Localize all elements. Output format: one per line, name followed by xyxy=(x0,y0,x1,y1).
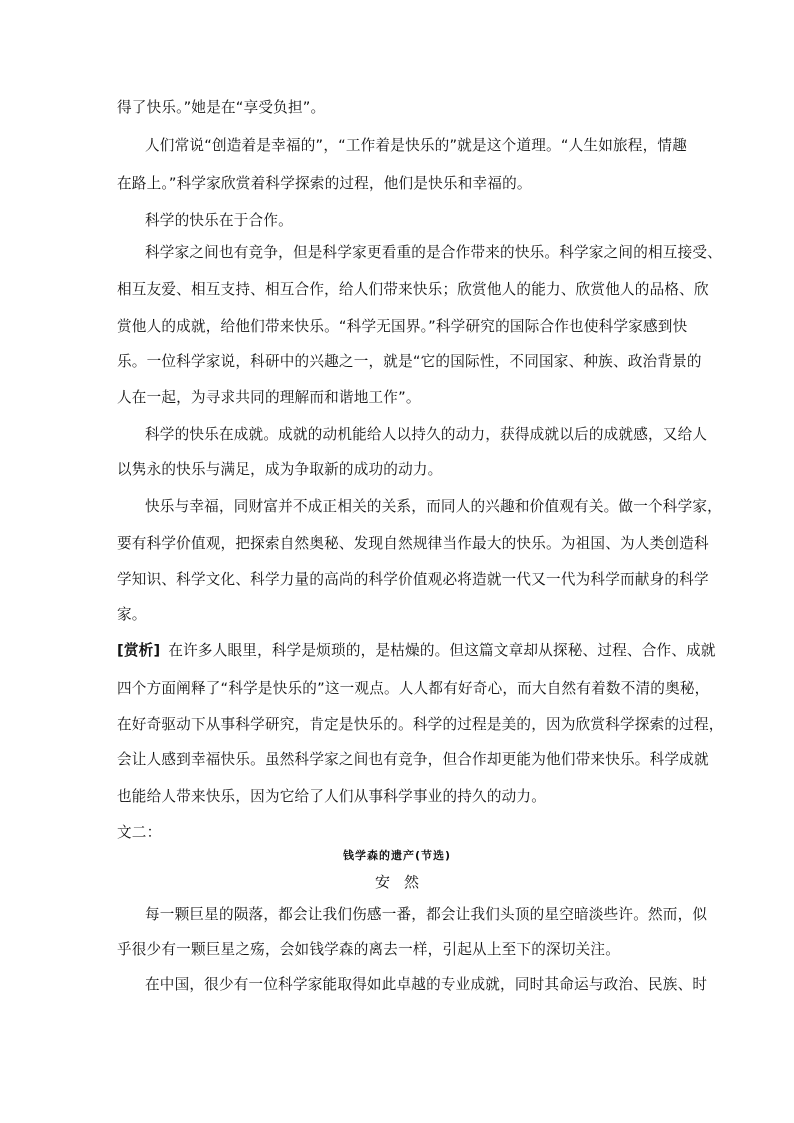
paragraph-line: 乎很少有一颗巨星之殇，会如钱学森的离去一样，引起从上至下的深切关注。 xyxy=(117,941,620,958)
analysis-line xyxy=(117,642,716,660)
paragraph-line: 得了快乐。”她是在“享受负担”。 xyxy=(117,99,326,116)
paragraph-line: 以隽永的快乐与满足，成为争取新的成功的动力。 xyxy=(117,461,443,478)
paragraph-line: 也能给人带来快乐，因为它给了人们从事科学事业的持久的动力。 xyxy=(117,788,547,805)
paragraph-line: 在好奇驱动下从事科学研究，肯定是快乐的。科学的过程是美的，因为欣赏科学探索的过程， xyxy=(117,716,724,733)
analysis-label: [赏析] xyxy=(117,642,161,659)
analysis-text: 在许多人眼里，科学是烦琐的，是枯燥的。但这篇文章却从探秘、过程、合作、成就 xyxy=(168,642,716,659)
section-label: 文二： xyxy=(117,824,162,841)
paragraph-line: 在中国，很少有一位科学家能取得如此卓越的专业成就，同时其命运与政治、民族、时 xyxy=(145,976,708,993)
paragraph-line: 相互友爱、相互支持、相互合作，给人们带来快乐；欣赏他人的能力、欣赏他人的品格、欣 xyxy=(117,281,709,298)
paragraph-line: 科学家之间也有竞争，但是科学家更看重的是合作带来的快乐。科学家之间的相互接受、 xyxy=(145,244,722,261)
paragraph-line: 家。 xyxy=(117,606,147,623)
paragraph-line: 会让人感到幸福快乐。虽然科学家之间也有竞争，但合作却更能为他们带来快乐。科学成就 xyxy=(117,751,709,768)
paragraph-line: 人在一起，为寻求共同的理解而和谐地工作”。 xyxy=(117,389,421,406)
article-title: 钱学森的遗产(节选) xyxy=(342,849,452,862)
paragraph-line: 学知识、科学文化、科学力量的高尚的科学价值观必将造就一代又一代为科学而献身的科学 xyxy=(117,571,709,588)
paragraph-line: 乐。一位科学家说，科研中的兴趣之一，就是“它的国际性，不同国家、种族、政治背景的 xyxy=(117,353,702,370)
paragraph-line: 科学的快乐在成就。成就的动机能给人以持久的动力，获得成就以后的成就感，又给人 xyxy=(145,426,708,443)
paragraph-line: 科学的快乐在于合作。 xyxy=(145,212,293,229)
paragraph-line: 四个方面阐释了“科学是快乐的”这一观点。人人都有好奇心，而大自然有着数不清的奥秘， xyxy=(117,680,710,697)
paragraph-line: 每一颗巨星的陨落，都会让我们伤感一番，都会让我们头顶的星空暗淡些许。然而，似 xyxy=(145,906,708,923)
article-author: 安然 xyxy=(374,873,433,891)
paragraph-line: 快乐与幸福，同财富并不成正相关的关系，而同人的兴趣和价值观有关。做一个科学家， xyxy=(145,498,722,515)
paragraph-line: 要有科学价值观，把探索自然奥秘、发现自然规律当作最大的快乐。为祖国、为人类创造科 xyxy=(117,535,709,552)
paragraph-line: 赏他人的成就，给他们带来快乐。“科学无国界。”科学研究的国际合作也使科学家感到快 xyxy=(117,318,688,335)
paragraph-line: 在路上。”科学家欣赏着科学探索的过程，他们是快乐和幸福的。 xyxy=(117,175,532,192)
paragraph-line: 人们常说“创造着是幸福的”，“工作着是快乐的”就是这个道理。“人生如旅程，情趣 xyxy=(145,137,687,154)
